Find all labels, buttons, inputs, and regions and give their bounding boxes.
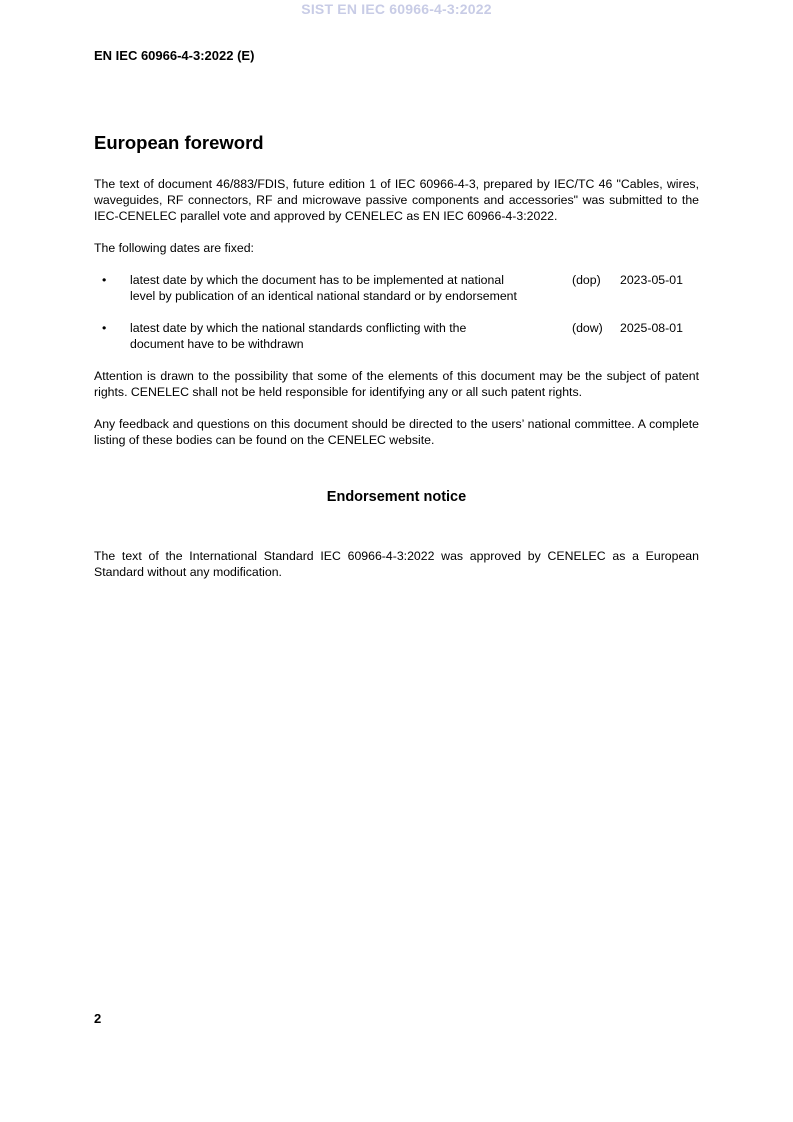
date-item-date: 2025-08-01	[620, 321, 683, 335]
bullet-icon: •	[102, 321, 107, 335]
dates-intro-paragraph: The following dates are fixed:	[94, 241, 254, 255]
foreword-intro-paragraph: The text of document 46/883/FDIS, future edition 1 of IEC 60966-4-3, prepared by IEC/TC 46 "Cables, wires, waveguides, RF connectors, RF and microwave passive components and accessories" was submitted to the IEC-CENELEC parallel vote and approved by CENELEC as EN IEC 60966-4-3:2022.	[94, 177, 699, 223]
date-item-line: document have to be withdrawn	[130, 337, 304, 351]
feedback-paragraph: Any feedback and questions on this document should be directed to the users’ national committee. A complete listing of these bodies can be found on the CENELEC website.	[94, 417, 699, 447]
date-item-code: (dop)	[572, 273, 601, 287]
date-item-code: (dow)	[572, 321, 603, 335]
date-item-description	[130, 320, 570, 352]
date-item-description	[130, 272, 570, 304]
watermark: SIST EN IEC 60966-4-3:2022	[301, 1, 492, 17]
page-number: 2	[94, 1011, 102, 1026]
endorsement-notice-title: Endorsement notice	[326, 489, 467, 505]
date-item-line: latest date by which the document has to be implemented at national	[130, 273, 504, 287]
document-id-header: EN IEC 60966-4-3:2022 (E)	[94, 48, 255, 63]
endorsement-notice-text: The text of the International Standard IEC 60966-4-3:2022 was approved by CENELEC as a European Standard without any modification.	[94, 549, 699, 579]
foreword-title: European foreword	[94, 132, 264, 153]
date-item-line: latest date by which the national standards conflicting with the	[130, 321, 467, 335]
patent-attention-paragraph: Attention is drawn to the possibility that some of the elements of this document may be the subject of patent rights. CENELEC shall not be held responsible for identifying any or all such patent rights.	[94, 369, 699, 399]
date-item-line: level by publication of an identical national standard or by endorsement	[130, 289, 517, 303]
date-item-date: 2023-05-01	[620, 273, 683, 287]
bullet-icon: •	[102, 273, 107, 287]
